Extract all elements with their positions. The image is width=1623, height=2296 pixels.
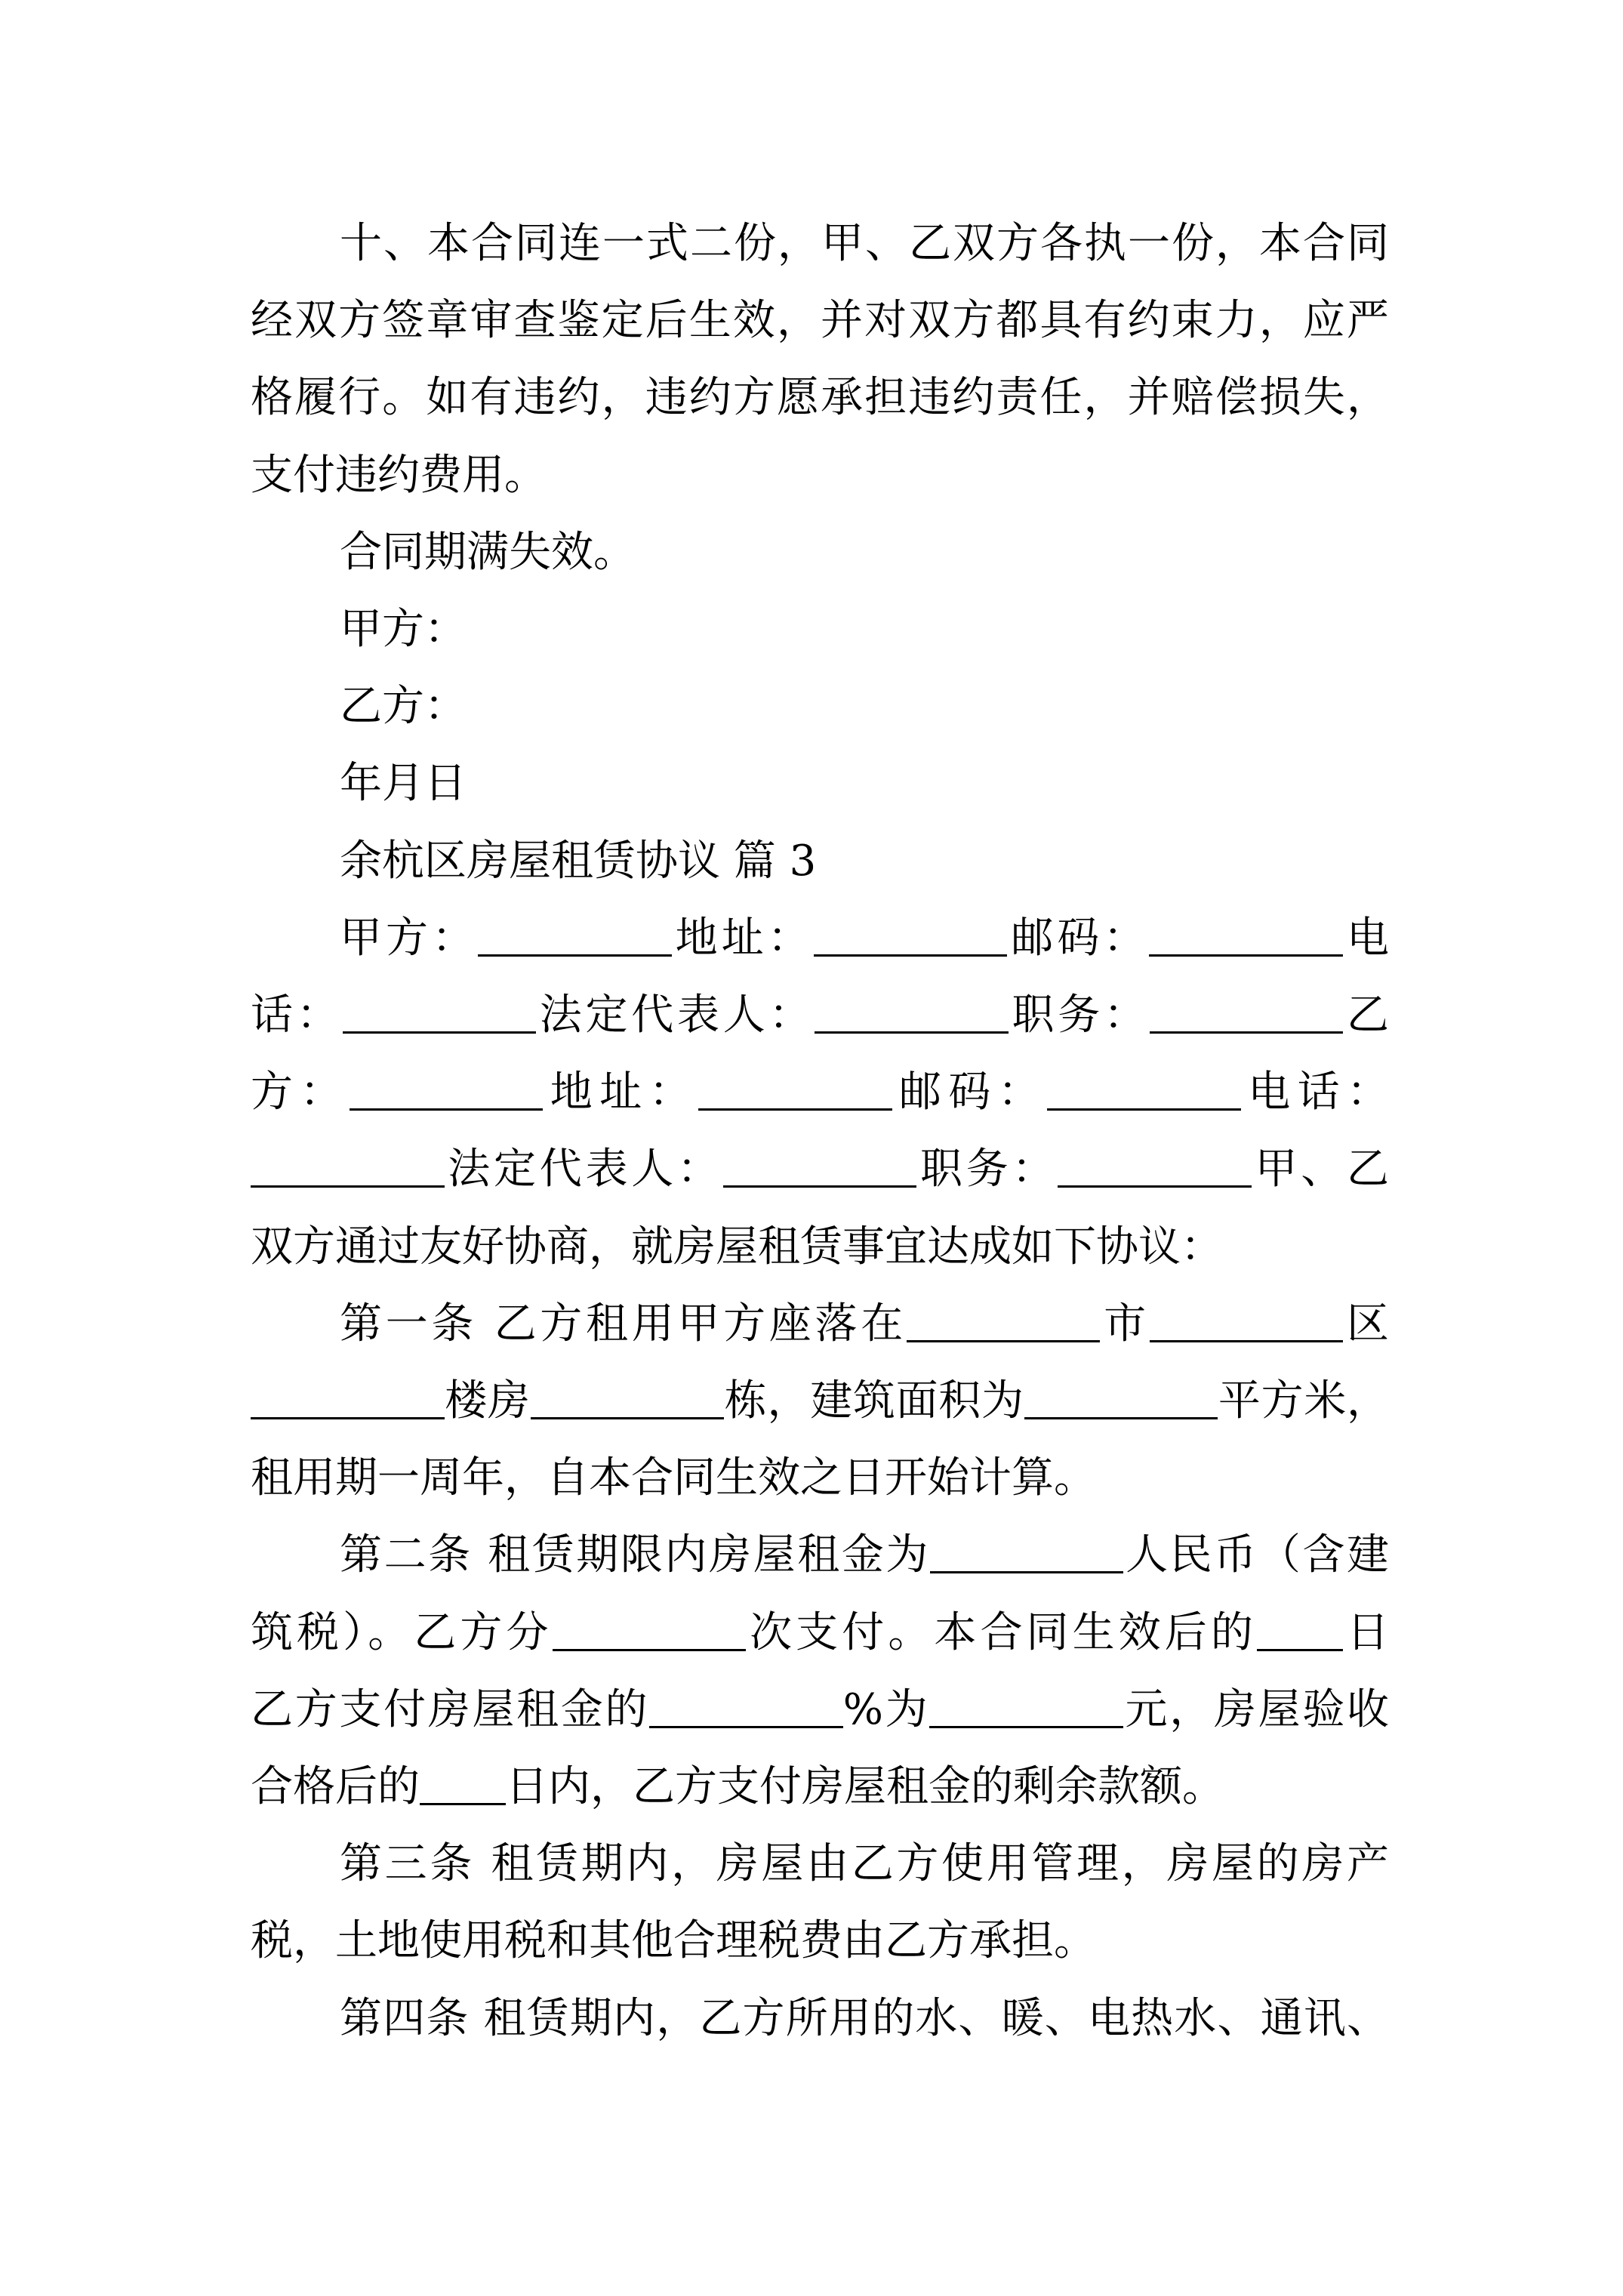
paragraph-line: 经双方签章审查鉴定后生效，并对双方都具有约束力，应严 bbox=[251, 296, 1389, 346]
paragraph-line: 格履行。如有违约，违约方愿承担违约责任，并赔偿损失， bbox=[251, 373, 1389, 423]
paragraph-line: 乙方： bbox=[340, 682, 467, 732]
fill-in-blank bbox=[1150, 994, 1344, 1034]
paragraph-line: 话： 法定代表人： 职务： 乙 bbox=[251, 991, 1389, 1040]
fill-in-blank bbox=[420, 1765, 506, 1805]
fill-in-blank bbox=[907, 1302, 1101, 1342]
paragraph-line: 第三条 租赁期内，房屋由乙方使用管理，房屋的房产 bbox=[340, 1839, 1389, 1889]
paragraph-line: 第二条 租赁期限内房屋租金为 人民币（含建 bbox=[340, 1530, 1389, 1580]
fill-in-blank bbox=[350, 1071, 544, 1111]
paragraph-line: 第四条 租赁期内，乙方所用的水、暖、电热水、通讯、 bbox=[340, 1993, 1389, 2043]
fill-in-blank bbox=[553, 1611, 747, 1651]
paragraph-line: 租用期一周年，自本合同生效之日开始计算。 bbox=[251, 1453, 1096, 1503]
fill-in-blank bbox=[478, 917, 672, 957]
paragraph-line: 方： 地址： 邮码： 电话： bbox=[251, 1068, 1389, 1117]
fill-in-blank bbox=[930, 1533, 1124, 1573]
fill-in-blank bbox=[815, 994, 1009, 1034]
paragraph-line: 余杭区房屋租赁协议 篇 3 bbox=[340, 836, 817, 886]
fill-in-blank bbox=[1257, 1611, 1343, 1651]
paragraph-line: 合同期满失效。 bbox=[340, 527, 636, 577]
paragraph-line: 税，土地使用税和其他合理税费由乙方承担。 bbox=[251, 1916, 1096, 1966]
fill-in-blank bbox=[251, 1379, 445, 1419]
paragraph-line: 法定代表人： 职务： 甲、乙 bbox=[251, 1143, 1389, 1196]
fill-in-blank bbox=[1150, 1302, 1344, 1342]
paragraph-line: 乙方支付房屋租金的 %为 元，房屋验收 bbox=[251, 1684, 1389, 1734]
fill-in-blank bbox=[723, 1148, 917, 1188]
paragraph-line: 十、本合同连一式二份，甲、乙双方各执一份，本合同 bbox=[340, 219, 1389, 268]
paragraph-line: 年月日 bbox=[340, 759, 467, 809]
fill-in-blank bbox=[531, 1379, 725, 1419]
fill-in-blank bbox=[1047, 1071, 1241, 1111]
fill-in-blank bbox=[1149, 917, 1343, 957]
fill-in-blank bbox=[343, 994, 537, 1034]
paragraph-line: 筑税）。乙方分 次支付。本合同生效后的 日 bbox=[251, 1607, 1389, 1657]
paragraph-line: 双方通过友好协商，就房屋租赁事宜达成如下协议： bbox=[251, 1222, 1223, 1271]
paragraph-line: 支付违约费用。 bbox=[251, 450, 547, 500]
fill-in-blank bbox=[929, 1688, 1123, 1728]
paragraph-line: 第一条 乙方租用甲方座落在 市 区 bbox=[340, 1299, 1389, 1348]
fill-in-blank bbox=[1024, 1379, 1218, 1419]
fill-in-blank bbox=[814, 917, 1008, 957]
fill-in-blank bbox=[649, 1688, 843, 1728]
paragraph-line: 合格后的 日内，乙方支付房屋租金的剩余款额。 bbox=[251, 1762, 1224, 1811]
paragraph-line: 甲方： 地址： 邮码： 电 bbox=[340, 913, 1389, 963]
fill-in-blank bbox=[251, 1148, 445, 1188]
paragraph-line: 甲方： bbox=[340, 605, 467, 654]
fill-in-blank bbox=[698, 1071, 892, 1111]
paragraph-line: 楼房 栋，建筑面积为 平方米， bbox=[251, 1375, 1389, 1428]
fill-in-blank bbox=[1058, 1148, 1252, 1188]
